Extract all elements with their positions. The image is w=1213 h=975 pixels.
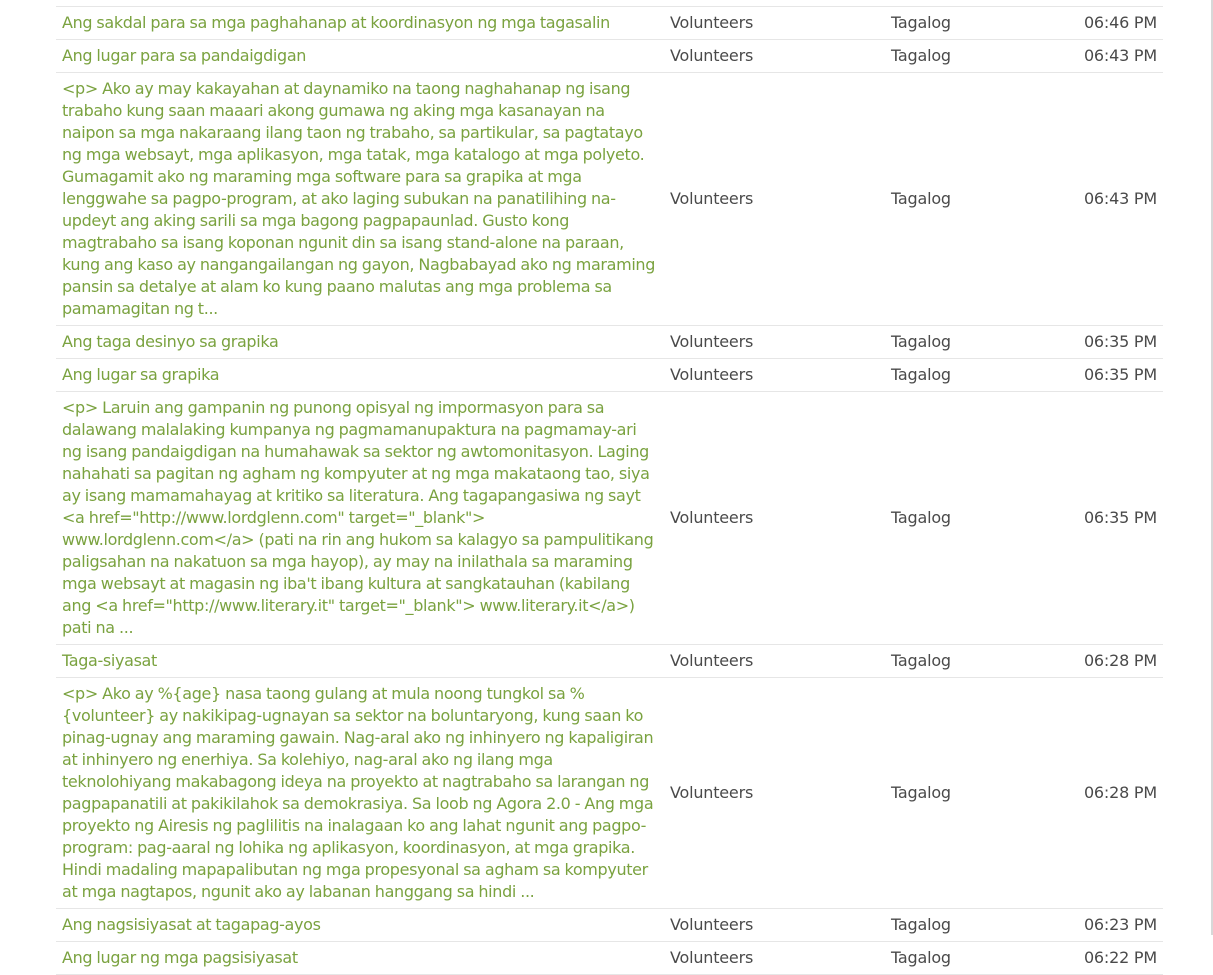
row-category: Volunteers bbox=[670, 948, 754, 967]
row-time: 06:28 PM bbox=[1083, 651, 1157, 670]
row-title-link[interactable]: Ang lugar para sa pandaigdigan bbox=[62, 46, 307, 65]
table-row bbox=[56, 678, 1163, 909]
row-language: Tagalog bbox=[891, 948, 951, 967]
row-title-link[interactable]: <p> Ako ay may kakayahan at daynamiko na taong naghahanap ng isang trabaho kung saan maaari akong gumawa ng aking mga kasanayan na naipon sa mga nakaraang ilang taon ng trabaho, sa partikular, sa pagtatayo ng mga websayt, mga aplikasyon, mga tatak, mga katalogo at mga polyeto. Gumagamit ako ng maraming mga software para sa grapika at mga lenggwahe sa pagpo-program, at ako laging subukan na panatilihing na-updeyt ang aking sarili sa mga bagong pagpapaunlad. Gusto kong magtrabaho sa isang koponan ngunit din sa isang stand-alone na paraan, kung ang kaso ay nangangailangan ng gayon, Nagbabayad ako ng maraming pansin sa detalye at alam ko kung paano malutas ang mga problema sa pamamagitan ng t... bbox=[62, 79, 656, 318]
row-language: Tagalog bbox=[891, 46, 951, 65]
row-category: Volunteers bbox=[670, 332, 754, 351]
row-title-link[interactable]: <p> Ako ay %{age} nasa taong gulang at mula noong tungkol sa %{volunteer} ay nakikipag-ugnayan sa sektor na boluntaryong, kung saan ko pinag-ugnay ang maraming gawain. Nag-aral ako ng inhinyero ng kapaligiran at inhinyero ng enerhiya. Sa kolehiyo, nag-aral ako ng ilang mga teknolohiyang makabagong ideya na proyekto at nagtrabaho sa larangan ng pagpapanatili at pakikilahok sa demokrasiya. Sa loob ng Agora 2.0 - Ang mga proyekto ng Airesis ng paglilitis na inalagaan ko ang lahat ngunit ang pagpo-program: pag-aaral ng lohika ng aplikasyon, koordinasyon, at mga grapika. Hindi madaling mapapalibutan ng mga propesyonal sa agham sa kompyuter at mga nagtapos, ngunit ako ay labanan hanggang sa hindi ... bbox=[62, 684, 654, 901]
row-title-link[interactable]: Taga-siyasat bbox=[62, 651, 157, 670]
row-time: 06:28 PM bbox=[1083, 783, 1157, 802]
row-language: Tagalog bbox=[891, 332, 951, 351]
row-category: Volunteers bbox=[670, 915, 754, 934]
table-row bbox=[56, 73, 1163, 326]
row-category: Volunteers bbox=[670, 13, 754, 32]
row-language: Tagalog bbox=[891, 508, 951, 527]
table-row bbox=[56, 7, 1163, 40]
row-time: 06:43 PM bbox=[1083, 189, 1157, 208]
row-time: 06:43 PM bbox=[1083, 46, 1157, 65]
row-title-link[interactable]: Ang nagsisiyasat at tagapag-ayos bbox=[62, 915, 321, 934]
table-row bbox=[56, 942, 1163, 975]
row-title-link[interactable]: <p> Laruin ang gampanin ng punong opisyal ng impormasyon para sa dalawang malalaking kumpanya ng pagmamanupaktura na pagmamay-ari ng isang pandaigdigan na humahawak sa sektor ng awtomonitasyon. Laging nahahati sa pagitan ng agham ng kompyuter at ng mga makataong tao, siya ay isang mamamahayag at kritiko sa literatura. Ang tagapangasiwa ng sayt <a href="http://www.lordglenn.com" target="_blank"> www.lordglenn.com</a> (pati na rin ang hukom sa kalagyo sa pampulitikang paligsahan na nakatuon sa mga hayop), ay may na inilathala sa maraming mga websayt at magasin ng iba't ibang kultura at sangkatauhan (kabilang ang <a href="http://www.literary.it" target="_blank"> www.literary.it</a>) pati na ... bbox=[62, 398, 654, 637]
row-language: Tagalog bbox=[891, 651, 951, 670]
row-title-link[interactable]: Ang lugar ng mga pagsisiyasat bbox=[62, 948, 298, 967]
row-time: 06:23 PM bbox=[1083, 915, 1157, 934]
translations-table bbox=[56, 6, 1163, 975]
row-category: Volunteers bbox=[670, 46, 754, 65]
row-category: Volunteers bbox=[670, 783, 754, 802]
table-row bbox=[56, 645, 1163, 678]
row-category: Volunteers bbox=[670, 365, 754, 384]
table-row bbox=[56, 40, 1163, 73]
row-time: 06:22 PM bbox=[1083, 948, 1157, 967]
row-language: Tagalog bbox=[891, 189, 951, 208]
row-language: Tagalog bbox=[891, 783, 951, 802]
row-time: 06:35 PM bbox=[1083, 508, 1157, 527]
row-category: Volunteers bbox=[670, 651, 754, 670]
table-row bbox=[56, 909, 1163, 942]
row-title-link[interactable]: Ang sakdal para sa mga paghahanap at koordinasyon ng mga tagasalin bbox=[62, 13, 610, 32]
table-row bbox=[56, 392, 1163, 645]
row-time: 06:35 PM bbox=[1083, 332, 1157, 351]
row-time: 06:46 PM bbox=[1083, 13, 1157, 32]
row-language: Tagalog bbox=[891, 365, 951, 384]
row-language: Tagalog bbox=[891, 13, 951, 32]
table-row bbox=[56, 326, 1163, 359]
row-time: 06:35 PM bbox=[1083, 365, 1157, 384]
row-title-link[interactable]: Ang taga desinyo sa grapika bbox=[62, 332, 279, 351]
table-row bbox=[56, 359, 1163, 392]
row-language: Tagalog bbox=[891, 915, 951, 934]
row-title-link[interactable]: Ang lugar sa grapika bbox=[62, 365, 220, 384]
row-category: Volunteers bbox=[670, 189, 754, 208]
row-category: Volunteers bbox=[670, 508, 754, 527]
